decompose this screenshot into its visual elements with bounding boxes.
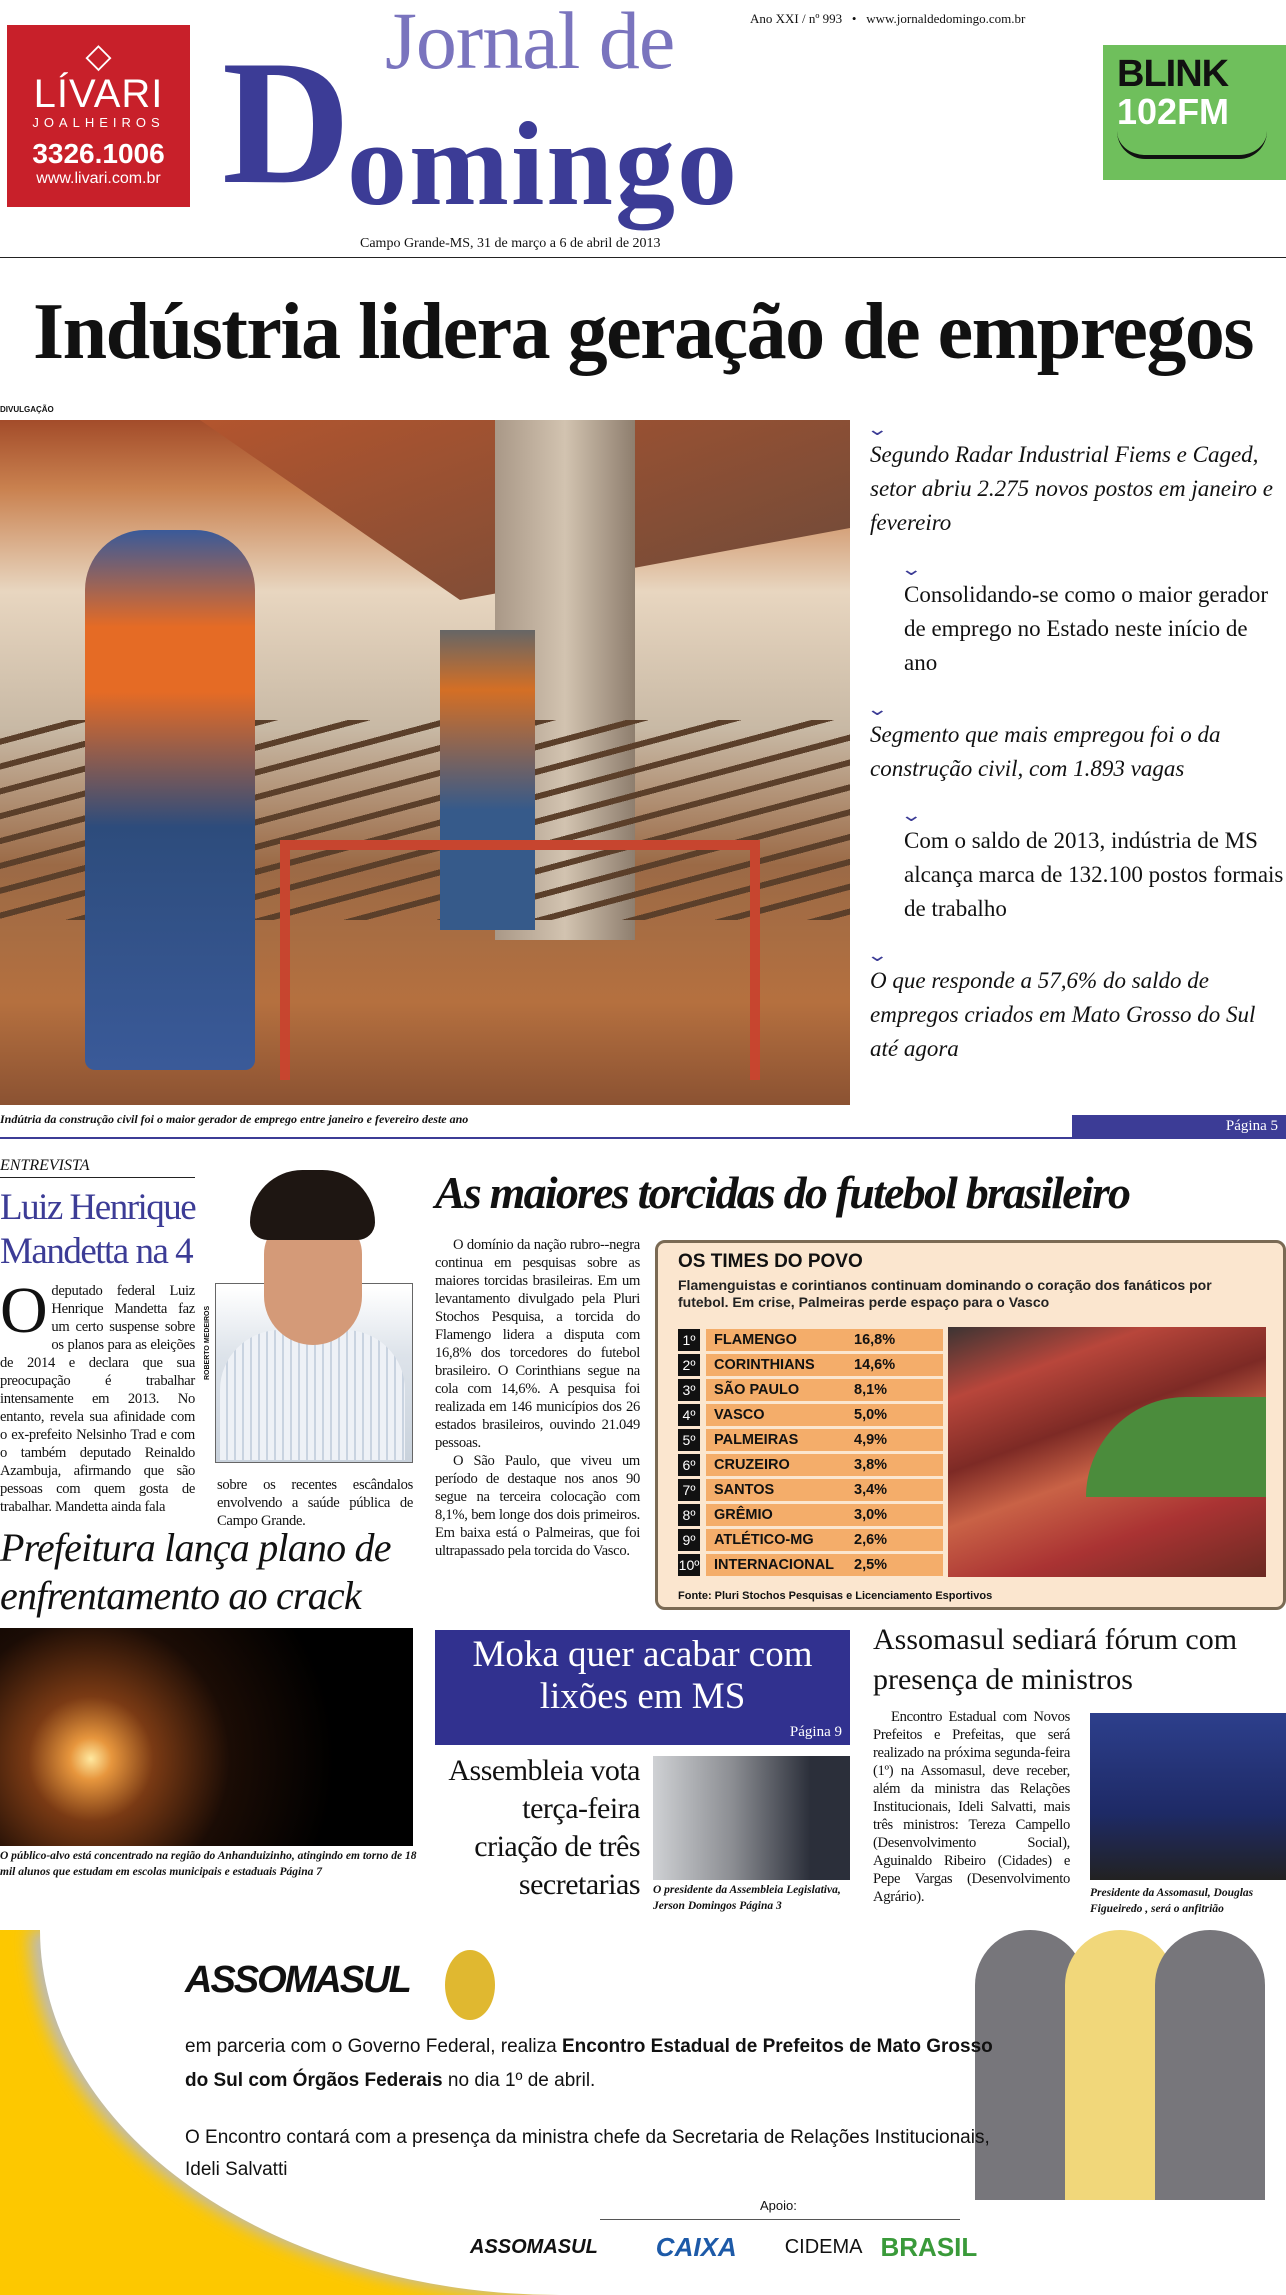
rank-position: 5º: [678, 1429, 700, 1451]
chevron-down-icon: ⌄: [866, 419, 889, 440]
section-divider: [0, 1137, 1286, 1139]
ranking-row: [678, 1352, 943, 1377]
rank-position: 4º: [678, 1404, 700, 1426]
lead-headline[interactable]: Indústria lidera geração de empregos: [33, 288, 1253, 376]
bullet-text: O que responde a 57,6% do saldo de empregos criados em Mato Grosso do Sul até agora: [870, 968, 1256, 1061]
crack-title[interactable]: Prefeitura lança plano de enfrentamento ao crack: [0, 1525, 391, 1618]
bullet-item: [870, 559, 1286, 680]
kicker-rule: [0, 1177, 195, 1178]
crack-photo: [0, 1628, 413, 1846]
club-name: SANTOS: [714, 1481, 775, 1498]
edition-info: [750, 11, 1025, 27]
assomasul-mark-icon: [445, 1950, 495, 2020]
ad-text-b: no dia 1º de abril.: [442, 2070, 596, 2091]
sponsor-assomasul: ASSOMASUL: [470, 2236, 598, 2258]
chevron-down-icon: ⌄: [900, 805, 923, 826]
bullet-text: Com o saldo de 2013, indústria de MS alcança marca de 132.100 postos formais de trabalho: [904, 828, 1284, 921]
club-name: PALMEIRAS: [714, 1431, 799, 1448]
lead-bullets: [866, 419, 1286, 1088]
club-name: FLAMENGO: [714, 1331, 797, 1348]
crack-caption: O público-alvo está concentrado na região do Anhanduizinho, atingindo em torno de 18 mil alunos que estudam em escolas municipais e estaduais Página 7: [0, 1850, 417, 1878]
club-percent: 5,0%: [854, 1406, 888, 1423]
assomasul-ad[interactable]: [0, 1930, 1286, 2295]
edition-number: Ano XXI / nº 993: [750, 11, 843, 26]
diamond-icon: ◇: [85, 37, 112, 75]
club-percent: 4,9%: [854, 1431, 888, 1448]
club-percent: 16,8%: [854, 1331, 896, 1348]
support-rule: [600, 2219, 960, 2220]
rank-position: 8º: [678, 1504, 700, 1526]
livari-phone: 3326.1006: [32, 138, 165, 169]
blink-ad[interactable]: [1103, 45, 1286, 180]
rank-position: 9º: [678, 1529, 700, 1551]
club-name: GRÊMIO: [714, 1506, 773, 1523]
livari-ad[interactable]: [7, 25, 190, 207]
times-do-povo-box: [655, 1240, 1286, 1610]
football-paragraph: O São Paulo, que viveu um período de destaque nos anos 90 segue na terceira colocação com 8,1%, bem longe dos dois primeiros. Em baixa está o Palmeiras, que foi ultrapassado pela torcida do Vasco.: [435, 1453, 640, 1559]
stadium-photo: [948, 1327, 1266, 1577]
ranking-row: [678, 1452, 943, 1477]
mandetta-photo: [250, 1170, 375, 1460]
livari-name: LÍVARI: [33, 72, 164, 116]
ad-text-1: [185, 2030, 1015, 2098]
rank-position: 10º: [678, 1554, 700, 1576]
rank-bar: [706, 1479, 943, 1501]
club-name: ATLÉTICO-MG: [714, 1531, 814, 1548]
moka-title: Moka quer acabar com lixões em MS: [472, 1634, 813, 1717]
douglas-caption: Presidente da Assomasul, Douglas Figueiredo , será o anfitrião: [1090, 1887, 1254, 1915]
ranking-row: [678, 1502, 943, 1527]
crocodile-icon: [1117, 131, 1267, 159]
page-ref-5[interactable]: Página 5: [1072, 1115, 1286, 1137]
club-percent: 2,5%: [854, 1556, 888, 1573]
rank-bar: [706, 1329, 943, 1351]
bullet-text: Consolidando-se como o maior gerador de emprego no Estado neste início de ano: [904, 582, 1269, 675]
football-body: [435, 1236, 640, 1560]
chevron-down-icon: ⌄: [866, 699, 889, 720]
ranking-row: [678, 1377, 943, 1402]
sponsor-cidema: CIDEMA: [784, 2236, 863, 2258]
bullet-item: [866, 945, 1286, 1066]
blink-line2: 102FM: [1117, 91, 1230, 132]
ad-text-a: em parceria com o Governo Federal, realiza: [185, 2036, 562, 2057]
interview-title[interactable]: Luiz Henrique Mandetta na 4: [0, 1187, 196, 1272]
douglas-photo: [1090, 1713, 1286, 1880]
bullet-item: [866, 699, 1286, 786]
photo-credit-roberto: ROBERTO MEDEIROS: [204, 1305, 211, 1380]
rank-bar: [706, 1529, 943, 1551]
club-percent: 3,8%: [854, 1456, 888, 1473]
ranking-row: [678, 1552, 943, 1577]
interview-text: deputado federal Luiz Henrique Mandetta faz um certo suspense sobre os planos para as eleições de 2014 e declara que sua preocupação é trabalhar intensamente em 2013. No entanto, revela sua afinidade com o ex-prefeito Nelsinho Trad e com o também deputado Reinaldo Azambuja, afirmando que são pessoas com quem gosta de trabalhar. Mandetta ainda fala: [0, 1283, 195, 1515]
chevron-down-icon: ⌄: [900, 559, 923, 580]
box-source: Fonte: Pluri Stochos Pesquisas e Licenciamento Esportivos: [678, 1590, 993, 1602]
sponsor-logos: [470, 2230, 977, 2264]
support-label: Apoio:: [760, 2198, 797, 2213]
ranking-row: [678, 1402, 943, 1427]
jerson-caption: O presidente da Assembleia Legislativa, Jerson Domingos Página 3: [653, 1884, 841, 1912]
jerson-photo: [653, 1756, 850, 1880]
football-title[interactable]: As maiores torcidas do futebol brasileiro: [435, 1167, 1130, 1218]
interview-body: [0, 1274, 195, 1516]
ranking-list: [678, 1327, 943, 1577]
rank-bar: [706, 1554, 943, 1576]
ranking-row: [678, 1527, 943, 1552]
club-percent: 3,0%: [854, 1506, 888, 1523]
club-name: INTERNACIONAL: [714, 1556, 835, 1573]
bullet-item: [870, 805, 1286, 926]
bullet-item: [866, 419, 1286, 540]
assomasul-title[interactable]: Assomasul sediará fórum com presença de ministros: [873, 1623, 1238, 1696]
box-subtitle: Flamenguistas e corintianos continuam dominando o coração dos fanáticos por futebol. Em crise, Palmeiras perde espaço para o Vasco: [678, 1277, 1212, 1310]
livari-sub: JOALHEIROS: [32, 115, 165, 130]
masthead-jornal: Jornal de: [385, 0, 675, 86]
rank-bar: [706, 1354, 943, 1376]
club-name: SÃO PAULO: [714, 1381, 800, 1398]
rank-bar: [706, 1504, 943, 1526]
bullet-text: Segundo Radar Industrial Fiems e Caged, setor abriu 2.275 novos postos em janeiro e fevereiro: [870, 442, 1273, 535]
club-percent: 14,6%: [854, 1356, 896, 1373]
header-divider: [0, 257, 1286, 258]
edition-date: Campo Grande-MS, 31 de março a 6 de abril de 2013: [360, 236, 661, 251]
interview-body-cont: sobre os recentes escândalos envolvendo a saúde pública de Campo Grande.: [217, 1477, 413, 1529]
assomasul-body: Encontro Estadual com Novos Prefeitos e Prefeitas, que será realizado na próxima segunda-feira (1º) na Assomasul, deve receber, além da ministra das Relações Institucionais, Ideli Salvatti, mais três ministros: Tereza Campello (Desenvolvimento Social), Aguinaldo Ribeiro (Cidades) e Pepe Vargas (Desenvolvimento Agrário).: [873, 1709, 1070, 1905]
club-name: VASCO: [714, 1406, 765, 1423]
rank-bar: [706, 1454, 943, 1476]
club-name: CORINTHIANS: [714, 1356, 815, 1373]
ad-text-bold: Encontro Estadual de Prefeitos de Mato Grosso do Sul com Órgãos Federais: [185, 2036, 993, 2091]
construction-photo: [0, 420, 850, 1105]
chevron-down-icon: ⌄: [866, 945, 889, 966]
page-ref-9: Página 9: [789, 1724, 842, 1740]
masthead-rest: omingo: [347, 97, 740, 230]
masthead-initial: D: [222, 23, 351, 221]
assomasul-logo: ASSOMASUL: [185, 1959, 410, 2001]
club-percent: 8,1%: [854, 1381, 888, 1398]
club-percent: 2,6%: [854, 1531, 888, 1548]
bullet-text: Segmento que mais empregou foi o da construção civil, com 1.893 vagas: [870, 722, 1221, 781]
rank-position: 3º: [678, 1379, 700, 1401]
rank-bar: [706, 1429, 943, 1451]
drop-cap: O: [0, 1274, 48, 1347]
club-name: CRUZEIRO: [714, 1456, 790, 1473]
photo-credit: DIVULGAÇÃO: [0, 405, 54, 414]
rank-position: 7º: [678, 1479, 700, 1501]
bullet: •: [851, 11, 857, 26]
ranking-row: [678, 1477, 943, 1502]
ranking-row: [678, 1327, 943, 1352]
moka-box[interactable]: [435, 1630, 850, 1745]
rank-position: 6º: [678, 1454, 700, 1476]
sponsor-governo-brasil: BRASIL: [880, 2232, 978, 2262]
blink-line1: BLINK: [1117, 53, 1229, 95]
interview-kicker: ENTREVISTA: [0, 1157, 90, 1174]
site-url[interactable]: www.jornaldedomingo.com.br: [866, 11, 1026, 26]
rank-bar: [706, 1404, 943, 1426]
sponsor-caixa: CAIXA: [655, 2232, 737, 2262]
assembleia-title[interactable]: Assembleia vota terça-feira criação de três secretarias: [448, 1754, 640, 1901]
ad-text-2: O Encontro contará com a presença da ministra chefe da Secretaria de Relações Institucionais, Ideli Salvatti: [185, 2127, 990, 2180]
club-percent: 3,4%: [854, 1481, 888, 1498]
football-paragraph: O domínio da nação rubro--negra continua em pesquisas sobre as maiores torcidas brasileiras. Em um levantamento divulgado pela Pluri Stochos Pesquisa, a torcida do Flamengo lidera a disputa com 16,8% dos torcedores do futebol brasileiro. O Corinthians segue na cola com 14,6%. A pesquisa foi realizada em 146 municípios dos 26 estados brasileiros, ouvindo 21.049 pessoas.: [435, 1237, 640, 1451]
ranking-row: [678, 1427, 943, 1452]
rank-position: 2º: [678, 1354, 700, 1376]
rank-bar: [706, 1379, 943, 1401]
livari-url: www.livari.com.br: [36, 170, 161, 187]
rank-position: 1º: [678, 1329, 700, 1351]
lead-caption: Indútria da construção civil foi o maior gerador de emprego entre janeiro e fevereiro deste ano: [0, 1112, 469, 1126]
box-title: OS TIMES DO POVO: [678, 1251, 863, 1272]
